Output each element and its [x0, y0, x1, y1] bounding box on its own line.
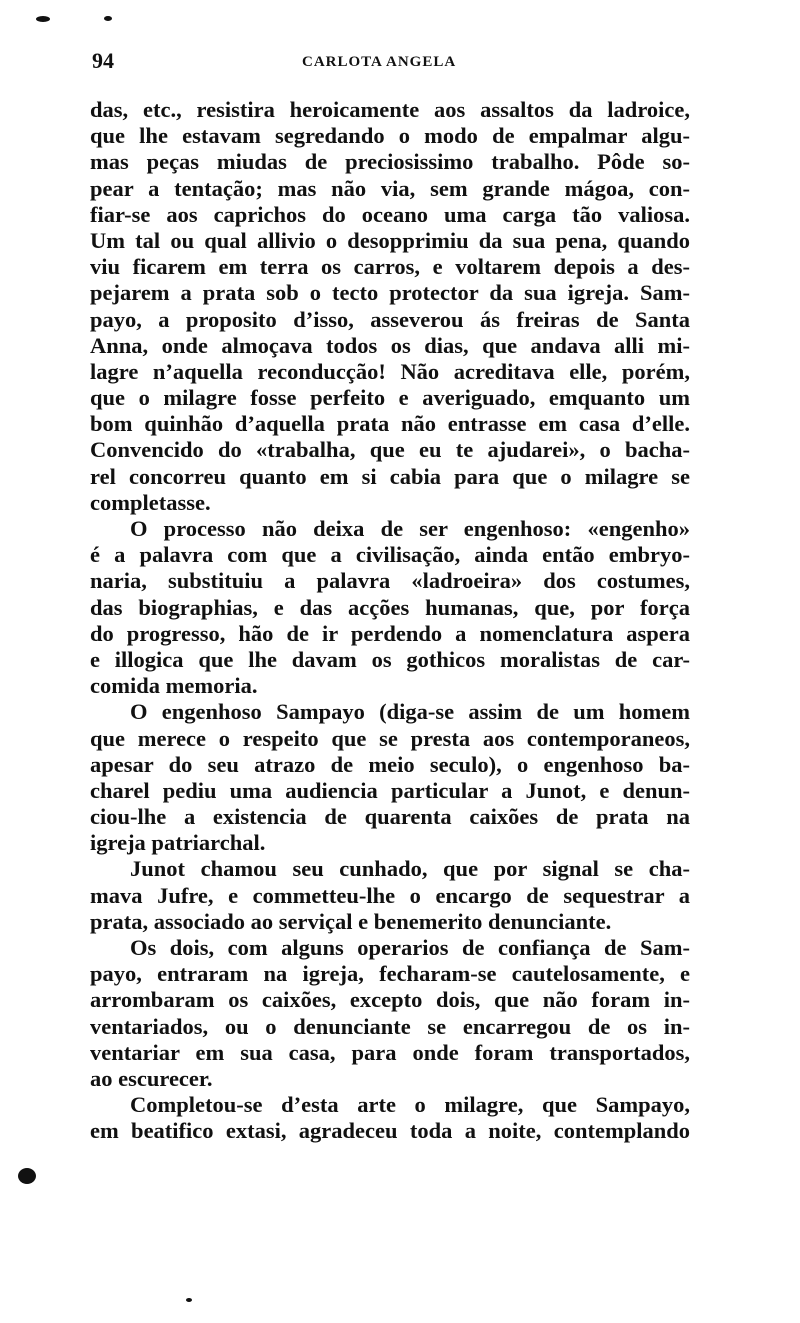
text-line: do progresso, hão de ir perdendo a nomenclatura aspera: [90, 620, 690, 646]
text-line: ventariados, ou o denunciante se encarregou de os in-: [90, 1013, 690, 1039]
page-header: [92, 44, 690, 74]
text-line: ciou-lhe a existencia de quarenta caixões de prata na: [90, 804, 690, 830]
text-line: e illogica que lhe davam os gothicos moralistas de car-: [90, 646, 690, 672]
text-line: bom quinhão d’aquella prata não entrasse em casa d’elle.: [90, 411, 690, 437]
text-line: prata, associado ao serviçal e benemerito denunciante.: [90, 908, 612, 934]
ink-speck: [186, 1298, 192, 1302]
text-line: O processo não deixa de ser engenhoso: «engenho»: [130, 516, 690, 541]
text-line: Os dois, com alguns operarios de confiança de Sam-: [130, 935, 690, 960]
text-line: fiar-se aos caprichos do oceano uma carga tão valiosa.: [90, 201, 690, 227]
text-line: charel pediu uma audiencia particular a Junot, e denun-: [90, 777, 690, 803]
text-line: que o milagre fosse perfeito e averiguado, emquanto um: [90, 385, 690, 411]
text-line: ventariar em sua casa, para onde foram transportados,: [90, 1039, 690, 1065]
text-line: viu ficarem em terra os carros, e voltarem depois a des-: [90, 254, 690, 280]
text-line: Junot chamou seu cunhado, que por signal se cha-: [130, 856, 690, 882]
running-title: CARLOTA ANGELA: [302, 54, 457, 70]
ink-speck: [18, 1168, 36, 1184]
text-line: pear a tentação; mas não via, sem grande mágoa, con-: [90, 175, 690, 201]
text-body: [90, 97, 690, 1145]
text-line: Completou-se d’esta arte o milagre, que Sampayo,: [130, 1092, 690, 1118]
text-line: das biographias, e das acções humanas, que, por força: [90, 594, 690, 620]
text-line: O engenhoso Sampayo (diga-se assim de um homem: [130, 699, 690, 725]
text-line: payo, a proposito d’isso, asseverou ás freiras de Santa: [90, 306, 690, 332]
ink-speck: [36, 16, 50, 22]
text-line: que lhe estavam segredando o modo de empalmar algu-: [90, 123, 690, 149]
text-line: mas peças miudas de preciosissimo trabalho. Pôde so-: [90, 149, 690, 175]
text-line: arrombaram os caixões, excepto dois, que não foram in-: [90, 987, 690, 1013]
text-line: pejarem a prata sob o tecto protector da sua igreja. Sam-: [90, 280, 690, 306]
ink-speck: [104, 16, 112, 21]
text-line: naria, substituiu a palavra «ladroeira» dos costumes,: [90, 568, 690, 594]
text-line: payo, entraram na igreja, fecharam-se cautelosamente, e: [90, 961, 690, 987]
text-line: Um tal ou qual allivio o desopprimiu da sua pena, quando: [90, 227, 690, 253]
text-line: ao escurecer.: [90, 1065, 213, 1091]
text-line: igreja patriarchal.: [90, 830, 266, 856]
text-line: mava Jufre, e commetteu-lhe o encargo de sequestrar a: [90, 882, 690, 908]
text-line: em beatifico extasi, agradeceu toda a noite, contemplando: [90, 1118, 690, 1144]
text-line: que merece o respeito que se presta aos contemporaneos,: [90, 725, 690, 751]
text-line: apesar do seu atrazo de meio seculo), o engenhoso ba-: [90, 751, 690, 777]
text-line: completasse.: [90, 489, 211, 515]
text-line: Convencido do «trabalha, que eu te ajudarei», o bacha-: [90, 437, 690, 463]
text-line: é a palavra com que a civilisação, ainda então embryo-: [90, 542, 690, 568]
text-line: lagre n’aquella reconducção! Não acreditava elle, porém,: [90, 358, 690, 384]
text-line: rel concorreu quanto em si cabia para que o milagre se: [90, 463, 690, 489]
text-line: comida memoria.: [90, 673, 258, 699]
text-line: das, etc., resistira heroicamente aos assaltos da ladroice,: [90, 97, 690, 122]
text-line: Anna, onde almoçava todos os dias, que andava alli mi-: [90, 332, 690, 358]
page-number: 94: [92, 48, 114, 73]
